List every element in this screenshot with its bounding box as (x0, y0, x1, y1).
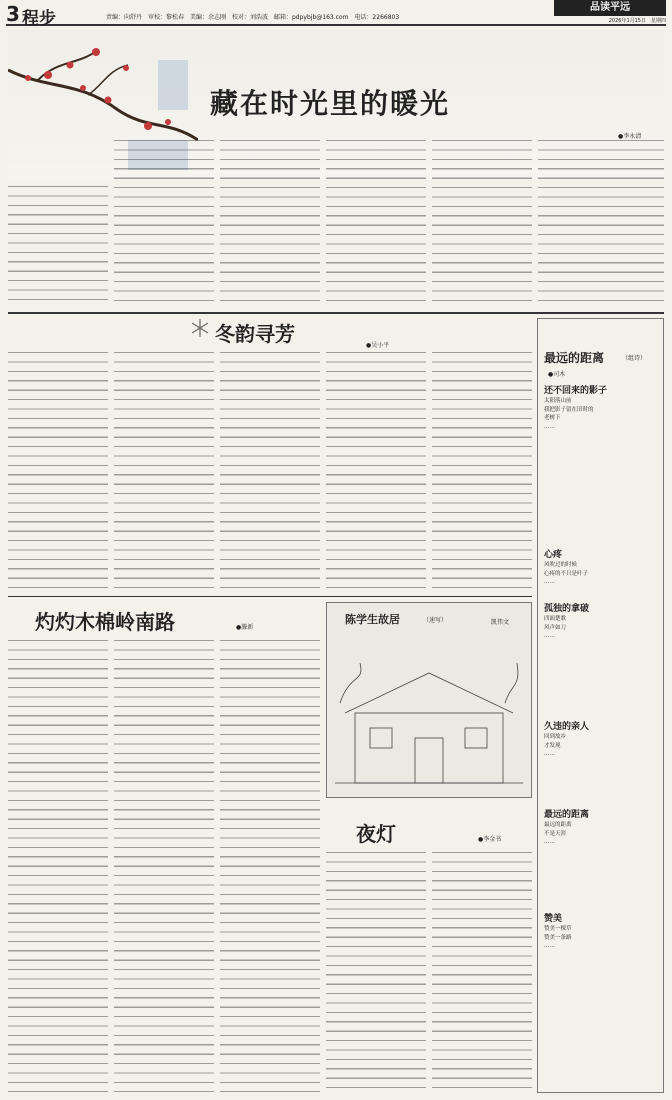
article-title-kapok: 灼灼木棉岭南路 (35, 610, 175, 634)
nightlight-text-col-2 (432, 852, 532, 1092)
winter-text-col-4 (326, 352, 426, 590)
nightlight-text-col-1 (326, 852, 426, 1092)
sketch-frame (326, 602, 532, 798)
sidebar-author: ●司木 (548, 371, 566, 378)
poem-title-5: 最远的距离 (544, 810, 590, 820)
poem-title-6: 赞美 (544, 914, 563, 924)
snowflake-icon (190, 318, 210, 338)
poem-title-3: 孤独的拿破 (544, 604, 590, 614)
kapok-text-col-2 (114, 640, 214, 1092)
feature-title: 藏在时光里的暖光 (210, 87, 451, 120)
kapok-text-col-3 (220, 640, 320, 1092)
sketch-subtitle: （速写） (423, 617, 448, 624)
editor-credits: 责编：向舒丹 审校：黎松春 美编：余志刚 校对：刘浩波 邮箱：pdpybjb@163.com 电话：2266803 (106, 14, 400, 21)
feature-text-col-1 (8, 186, 108, 306)
feature-text-col-2 (114, 140, 214, 306)
feature-text-col-4 (326, 140, 426, 306)
poem-body-5: 最远的距离 不是天涯 …… (544, 822, 572, 846)
feature-text-col-6 (538, 140, 664, 306)
article-title-winter: 冬韵寻芳 (215, 322, 295, 346)
edition-banner: 品读平远 (554, 0, 666, 16)
winter-text-col-3 (220, 352, 320, 590)
poem-title-1: 还不回来的影子 (544, 386, 608, 396)
winter-text-col-2 (114, 352, 214, 590)
winter-text-col-5 (432, 352, 532, 590)
sidebar-title: 最远的距离 (544, 351, 605, 365)
poem-body-3: 四面楚歌 风声如刀 …… (544, 616, 567, 640)
poem-body-6: 赞美一棵草 赞美一条路 …… (544, 926, 572, 950)
page-name: 程步 (22, 9, 56, 29)
poem-body-1: 太阳落山前 我把影子留在旧时的 老树下 …… (544, 398, 594, 430)
feature-text-col-5 (432, 140, 532, 306)
sidebar-poems (537, 318, 664, 1093)
winter-text-col-1 (8, 352, 108, 590)
page-number: 3 (6, 2, 20, 26)
page-header (6, 2, 666, 29)
nightlight-author: ●李金书 (478, 836, 502, 843)
feature-text-col-3 (220, 140, 320, 306)
winter-author: ●吴小平 (366, 342, 390, 349)
article-title-nightlight: 夜灯 (356, 822, 396, 846)
kapok-text-col-1 (8, 640, 108, 1092)
sketch-author: 凯伟文 (491, 619, 510, 626)
house-sketch-illustration (335, 643, 523, 791)
divider (8, 596, 532, 597)
divider (8, 312, 664, 314)
feature-author: ●李永清 (618, 133, 642, 140)
poem-title-2: 心疼 (544, 550, 563, 560)
sidebar-subtitle: （组诗） (622, 355, 647, 362)
sketch-title: 陈学生故居 (345, 613, 400, 626)
poem-body-2: 风吹过的时候 心疼的不只是叶子 …… (544, 562, 589, 586)
poem-title-4: 久违的亲人 (544, 722, 590, 732)
kapok-author: ●滕新 (236, 624, 254, 631)
issue-date: 2026年1月15日 星期四 (608, 18, 666, 24)
poem-body-4: 回到故乡 才发现 …… (544, 734, 567, 758)
